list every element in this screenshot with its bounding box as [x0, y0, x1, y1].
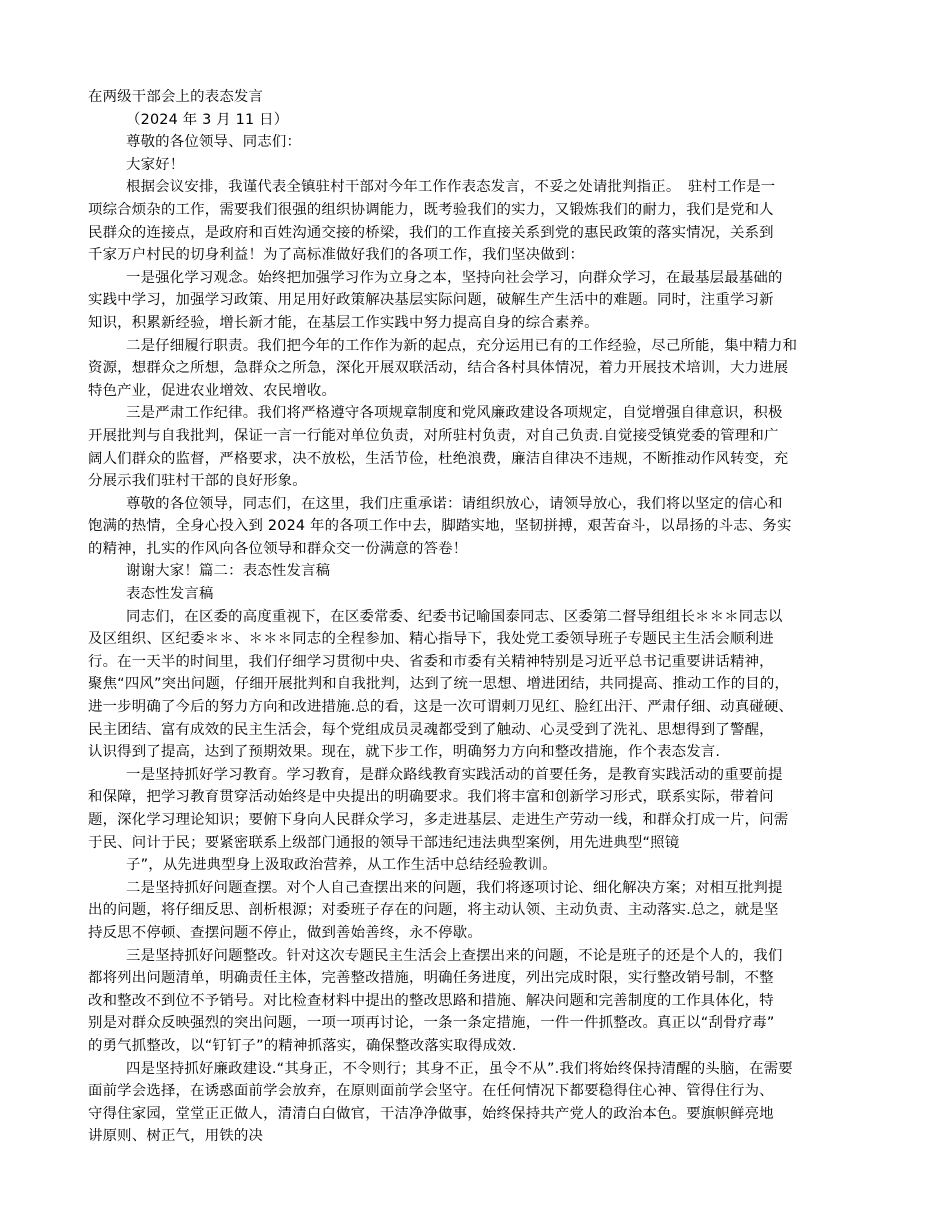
text-line: 特色产业，促进农业增效、农民增收。 — [88, 382, 337, 399]
text-line: 及区组织、区纪委＊＊、＊＊＊同志的全程参加、精心指导下，我处党工委领导班子专题民主生活会顺利进 — [88, 631, 774, 648]
text-line: 千家万户村民的切身利益！为了高标准做好我们的各项工作，我们坚决做到： — [88, 247, 585, 264]
text-line: 行。在一天半的时间里，我们仔细学习贯彻中央、省委和市委有关精神特别是习近平总书记重要讲话精神， — [88, 653, 774, 670]
text-line: 都将列出问题清单，明确责任主体，完善整改措施，明确任务进度，列出完成时限，实行整改销号制，不整 — [88, 970, 774, 987]
text-line: 大家好！ — [126, 156, 185, 173]
text-line: 尊敬的各位领导，同志们，在这里，我们庄重承诺：请组织放心，请领导放心，我们将以坚定的信心和 — [126, 495, 783, 512]
text-line: 资源，想群众之所想，急群众之所急，深化开展双联活动，结合各村具体情况，着力开展技术培训，大力进展 — [88, 360, 789, 377]
text-line: 分展示我们驻村干部的良好形象。 — [88, 473, 307, 490]
text-line: 四是坚持抓好廉政建设.“其身正，不令则行；其身不正，虽令不从”.我们将始终保持清醒的头脑，在需要 — [126, 1060, 793, 1077]
text-line: 进一步明确了今后的努力方向和改进措施.总的看，这是一次可谓刺刀见红、脸红出汗、严肃仔细、动真碰硬、 — [88, 699, 794, 716]
text-line: 同志们，在区委的高度重视下，在区委常委、纪委书记喻国泰同志、区委第二督导组组长＊＊＊同志以 — [126, 608, 783, 625]
text-line: 的勇气抓整改，以“钉钉子”的精神抓落实，确保整改落实取得成效. — [88, 1037, 517, 1054]
text-line: 于民、问计于民；要紧密联系上级部门通报的领导干部违纪违法典型案例，用先进典型“照镜 — [88, 834, 680, 851]
text-line: 题，深化学习理论知识；要俯下身向人民群众学习，多走进基层、走进生产劳动一线，和群众打成一片，问需 — [88, 812, 789, 828]
text-line: （2024 年 3 月 11 日） — [126, 111, 289, 128]
text-line: 实践中学习，加强学习政策、用足用好政策解决基层实际问题，破解生产生活中的难题。同时，注重学习新 — [88, 292, 774, 309]
text-line: 知识，积累新经验，增长新才能，在基层工作实践中努力提高自身的综合素养。 — [88, 314, 599, 331]
text-line: 讲原则、树正气，用铁的决 — [88, 1128, 264, 1145]
text-line: 民主团结、富有成效的民主生活会，每个党组成员灵魂都受到了触动、心灵受到了洗礼、思想得到了警醒， — [88, 721, 774, 738]
text-line: 三是严肃工作纪律。我们将严格遵守各项规章制度和党风廉政建设各项规定，自觉增强自律意识，积极 — [126, 405, 783, 422]
text-line: 三是坚持抓好问题整改。针对这次专题民主生活会上查摆出来的问题，不论是班子的还是个人的，我们 — [126, 947, 783, 964]
text-line: 饱满的热情，全身心投入到 2024 年的各项工作中去，脚踏实地，坚韧拼搏，艰苦奋斗，以昂扬的斗志、务实 — [88, 518, 792, 535]
document-title: 在两级干部会上的表态发言 — [88, 89, 264, 105]
text-line: 出的问题，将仔细反思、剖析根源；对委班子存在的问题，将主动认领、主动负责、主动落实.总之，就是坚 — [88, 902, 779, 919]
text-line: 根据会议安排，我谨代表全镇驻村干部对今年工作作表态发言，不妥之处请批判指正。 驻村工作是一 — [126, 179, 776, 196]
text-line: 面前学会选择，在诱惑面前学会放弃，在原则面前学会坚守。在任何情况下都要稳得住心神、管得住行为、 — [88, 1083, 774, 1100]
text-line: 一是坚持抓好学习教育。学习教育，是群众路线教育实践活动的首要任务，是教育实践活动的重要前提 — [126, 766, 783, 783]
text-line: 表态性发言稿 — [126, 586, 214, 603]
text-line: 阔人们群众的监督，严格要求，决不放松，生活节俭，杜绝浪费，廉洁自律决不违规，不断推动作风转变，充 — [88, 450, 789, 467]
text-line: 认识得到了提高，达到了预期效果。现在，就下步工作，明确努力方向和整改措施，作个表态发言. — [88, 744, 721, 761]
text-line: 聚焦“四风”突出问题，仔细开展批判和自我批判，达到了统一思想、增进团结，共同提高、推动工作的目的， — [88, 676, 790, 693]
text-line: 守得住家园，堂堂正正做人，清清白白做官，干洁净净做事，始终保持共产党人的政治本色。要旗帜鲜亮地 — [88, 1105, 774, 1122]
text-line: 别是对群众反映强烈的突出问题，一项一项再讨论，一条一条定措施，一件一件抓整改。真正以“刮骨疗毒” — [88, 1015, 775, 1032]
text-line: 一是强化学习观念。始终把加强学习作为立身之本，坚持向社会学习，向群众学习，在最基层最基础的 — [126, 269, 783, 286]
text-line: 项综合烦杂的工作，需要我们很强的组织协调能力，既考验我们的实力，又锻炼我们的耐力，我们是党和人 — [88, 201, 774, 218]
text-line: 和保障，把学习教育贯穿活动始终是中央提出的明确要求。我们将丰富和创新学习形式，联系实际，带着问 — [88, 789, 774, 806]
text-line: 的精神，扎实的作风向各位领导和群众交一份满意的答卷！ — [88, 540, 468, 557]
text-line: 持反思不停顿、查摆问题不停止，做到善始善终，永不停歇。 — [88, 924, 482, 941]
text-line: 民群众的连接点，是政府和百姓沟通交接的桥梁，我们的工作直接关系到党的惠民政策的落实情况，关系到 — [88, 224, 774, 241]
text-line: 改和整改不到位不予销号。对比检查材料中提出的整改思路和措施、解决问题和完善制度的工作具体化，特 — [88, 992, 774, 1009]
text-line: 尊敬的各位领导、同志们： — [126, 134, 302, 151]
text-line: 开展批判与自我批判，保证一言一行能对单位负责，对所驻村负责，对自己负责.自觉接受镇党委的管理和广 — [88, 427, 779, 444]
document-body — [88, 86, 868, 1148]
text-line: 子”，从先进典型身上汲取政治营养，从工作生活中总结经验教训。 — [126, 857, 557, 874]
text-line: 二是仔细履行职责。我们把今年的工作作为新的起点，充分运用已有的工作经验，尽己所能，集中精力和 — [126, 337, 798, 354]
text-line: 谢谢大家！篇二：表态性发言稿 — [126, 563, 331, 580]
text-line: 二是坚持抓好问题查摆。对个人自己查摆出来的问题，我们将逐项讨论、细化解决方案；对相互批判提 — [126, 879, 783, 896]
